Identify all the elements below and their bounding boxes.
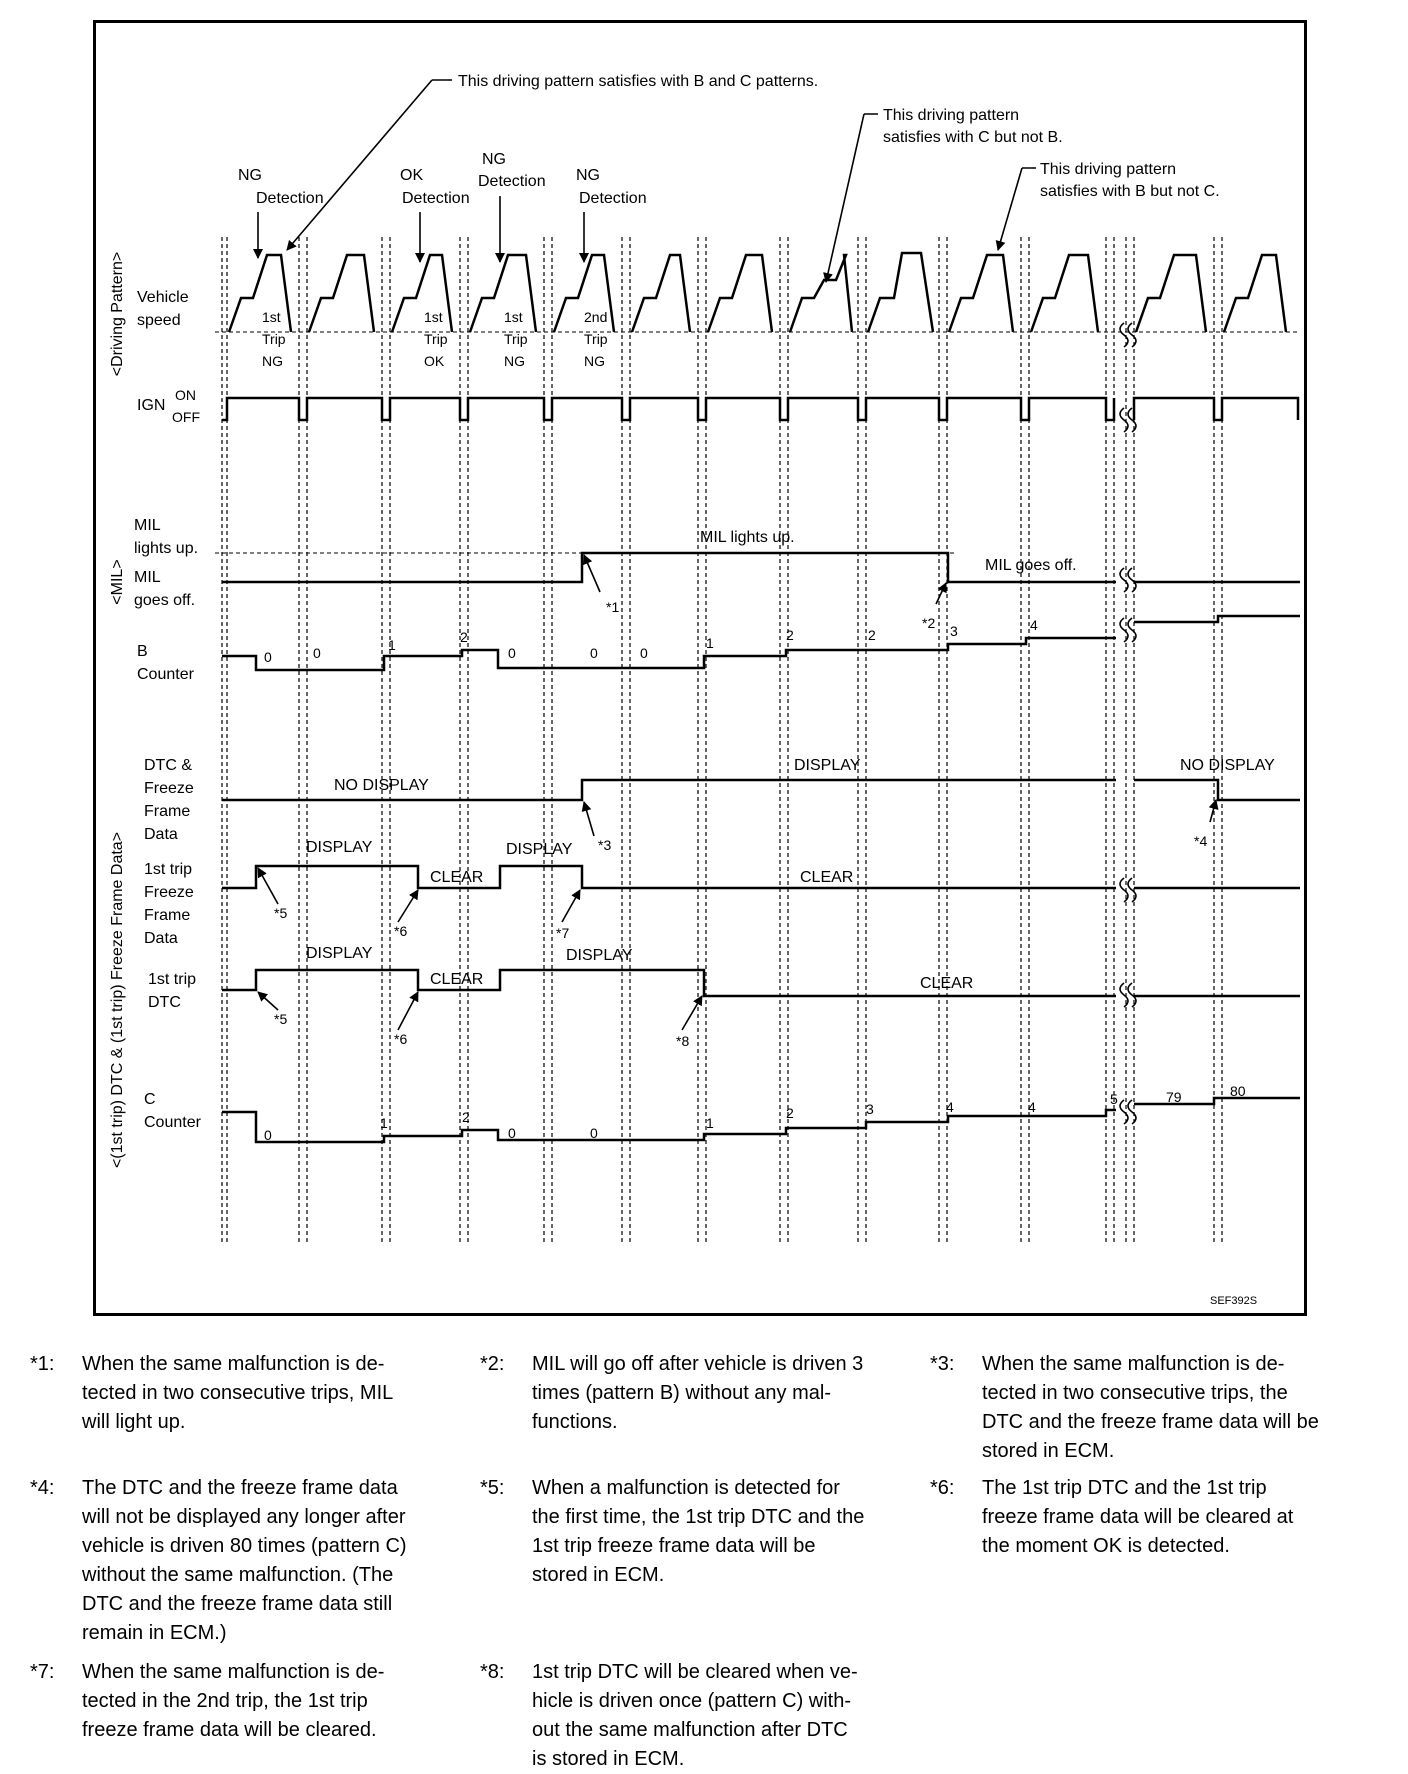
row-c-counter: C: [144, 1091, 156, 1108]
footnote-key: *6:: [930, 1477, 955, 1499]
trip-label: OK: [424, 353, 445, 369]
footnote-key: *4:: [30, 1477, 55, 1499]
label-ffd-clear-2: CLEAR: [800, 869, 854, 886]
row-mil-goes-off: goes off.: [134, 592, 196, 609]
b-counter-value: 0: [264, 649, 272, 665]
c-counter-value: 2: [462, 1109, 470, 1125]
detection-label: Detection: [579, 190, 647, 207]
c-counter-value: 79: [1166, 1089, 1182, 1105]
b-counter-value: 1: [706, 635, 714, 651]
row-mil-lights-up: lights up.: [134, 540, 199, 557]
mark-label: *7: [556, 925, 570, 941]
vehicle-speed-trip: [949, 255, 1013, 332]
c-counter-value: 0: [508, 1125, 516, 1141]
detection-label: Detection: [256, 190, 324, 207]
callout-c-not-b: This driving pattern: [883, 107, 1020, 124]
row-vehicle-speed: Vehicle: [137, 289, 189, 306]
b-counter-value: 0: [313, 645, 321, 661]
first-dtc-waveform: [222, 970, 1116, 996]
c-counter-value: 4: [1028, 1099, 1036, 1115]
b-counter-value: 0: [508, 645, 516, 661]
footnote-line: the first time, the 1st trip DTC and the: [532, 1506, 865, 1528]
label-ffd-display: DISPLAY: [306, 839, 373, 856]
row-dtc-ffd: Freeze: [144, 780, 194, 797]
footnote-line: When the same malfunction is de-: [82, 1661, 385, 1683]
callout-b-not-c-arrow: [998, 168, 1022, 250]
row-first-trip-ffd: 1st trip: [144, 861, 193, 878]
b-counter-value: 2: [786, 627, 794, 643]
detection-label: NG: [576, 167, 600, 184]
label-dtc-clear: CLEAR: [430, 971, 484, 988]
footnote-text: [982, 1350, 1382, 1466]
ign-waveform: [222, 398, 1114, 420]
label-mil-lights-up: MIL lights up.: [700, 529, 795, 546]
vehicle-speed-trip: [632, 255, 690, 332]
mark-arrow: [1210, 800, 1216, 822]
row-mil-goes-off: MIL: [134, 569, 161, 586]
callout-c-not-b: satisfies with C but not B.: [883, 129, 1063, 146]
footnote-key: *8:: [480, 1661, 505, 1683]
label-ffd-display-2: DISPLAY: [506, 841, 573, 858]
row-b-counter: Counter: [137, 666, 194, 683]
footnote-line: tected in two consecutive trips, the: [982, 1382, 1288, 1404]
mark-arrow: [936, 583, 946, 604]
callout-bc: This driving pattern satisfies with B and C patterns.: [458, 73, 819, 90]
trip-label: 1st: [262, 309, 281, 325]
label-no-display: NO DISPLAY: [334, 777, 429, 794]
vehicle-speed-trip: [309, 255, 374, 332]
footnote-line: DTC and the freeze frame data still: [82, 1593, 393, 1615]
footnote-line: 1st trip DTC will be cleared when ve-: [532, 1661, 858, 1683]
label-display: DISPLAY: [794, 757, 861, 774]
mark-label: *2: [922, 615, 936, 631]
trip-boundary-lines: [215, 237, 1300, 1242]
trip-label: NG: [262, 353, 283, 369]
footnote-line: will light up.: [82, 1411, 186, 1433]
mark-label: *6: [394, 1031, 408, 1047]
b-counter-waveform-2: [1134, 616, 1300, 622]
footnote-line: The 1st trip DTC and the 1st trip: [982, 1477, 1267, 1499]
mark-arrow: [398, 890, 418, 922]
c-counter-value: 1: [706, 1115, 714, 1131]
trip-label: NG: [584, 353, 605, 369]
row-first-trip-dtc: DTC: [148, 994, 181, 1011]
c-counter-value: 0: [590, 1125, 598, 1141]
mark-arrow: [398, 992, 418, 1030]
label-mil-goes-off: MIL goes off.: [985, 557, 1077, 574]
footnote-text: [532, 1350, 932, 1437]
c-counter-value: 4: [946, 1099, 954, 1115]
footnote-line: DTC and the freeze frame data will be: [982, 1411, 1319, 1433]
trip-label: Trip: [424, 331, 448, 347]
vehicle-speed-trip: [1031, 255, 1098, 332]
c-counter-value: 80: [1230, 1083, 1246, 1099]
footnote-line: 1st trip freeze frame data will be: [532, 1535, 816, 1557]
detection-label: Detection: [402, 190, 470, 207]
group-dtc: <(1st trip) DTC & (1st trip) Freeze Frame Data>: [109, 831, 126, 1169]
row-dtc-ffd: DTC &: [144, 757, 192, 774]
vehicle-speed-trip: [868, 253, 933, 332]
b-counter-value: 2: [460, 629, 468, 645]
footnote-text: [982, 1474, 1382, 1561]
row-b-counter: B: [137, 643, 148, 660]
b-counter-value: 0: [590, 645, 598, 661]
dtc-ffd-waveform-2: [1134, 780, 1300, 800]
figure-code: SEF392S: [1210, 1295, 1258, 1307]
footnote-line: the moment OK is detected.: [982, 1535, 1230, 1557]
footnote-line: The DTC and the freeze frame data: [82, 1477, 398, 1499]
mark-arrow: [258, 992, 278, 1010]
label-ffd-clear: CLEAR: [430, 869, 484, 886]
group-mil: <MIL>: [109, 559, 126, 605]
footnote-text: [532, 1658, 932, 1774]
row-first-trip-ffd: Freeze: [144, 884, 194, 901]
footnote-line: times (pattern B) without any mal-: [532, 1382, 831, 1404]
mark-label: *3: [598, 837, 612, 853]
vehicle-speed-trip: [708, 255, 772, 332]
c-counter-value: 3: [866, 1101, 874, 1117]
footnote-key: *7:: [30, 1661, 55, 1683]
trip-label: 1st: [424, 309, 443, 325]
mark-label: *5: [274, 905, 288, 921]
callout-b-not-c: satisfies with B but not C.: [1040, 183, 1220, 200]
mark-arrow: [682, 996, 702, 1030]
b-counter-value: 2: [868, 627, 876, 643]
c-counter-value: 1: [380, 1115, 388, 1131]
b-counter-value: 0: [640, 645, 648, 661]
label-dtc-display: DISPLAY: [306, 945, 373, 962]
footnote-key: *3:: [930, 1353, 955, 1375]
row-dtc-ffd: Frame: [144, 803, 191, 820]
label-dtc-display-2: DISPLAY: [566, 947, 633, 964]
row-c-counter: Counter: [144, 1114, 201, 1131]
footnote-key: *2:: [480, 1353, 505, 1375]
detection-label: NG: [238, 167, 262, 184]
trip-label: Trip: [262, 331, 286, 347]
mark-arrow: [584, 555, 600, 592]
label-dtc-clear-2: CLEAR: [920, 975, 974, 992]
row-dtc-ffd: Data: [144, 826, 178, 843]
mark-label: *1: [606, 599, 620, 615]
b-counter-value: 3: [950, 623, 958, 639]
trip-label: NG: [504, 353, 525, 369]
group-driving-pattern: <Driving Pattern>: [109, 251, 126, 377]
footnote-line: functions.: [532, 1411, 618, 1433]
vehicle-speed-trip: [392, 255, 452, 332]
footnote-line: MIL will go off after vehicle is driven 3: [532, 1353, 864, 1375]
callout-bc-arrow: [287, 80, 432, 250]
trip-label: Trip: [504, 331, 528, 347]
footnote-key: *1:: [30, 1353, 55, 1375]
mark-label: *8: [676, 1033, 690, 1049]
row-mil-lights-up: MIL: [134, 517, 161, 534]
footnote-text: [82, 1350, 482, 1437]
c-counter-value: 0: [264, 1127, 272, 1143]
footnote-line: tected in two consecutive trips, MIL: [82, 1382, 394, 1404]
footnote-line: without the same malfunction. (The: [82, 1564, 394, 1586]
row-first-trip-ffd: Data: [144, 930, 178, 947]
mark-arrow: [562, 890, 580, 922]
row-ign: IGN: [137, 397, 166, 414]
footnote-text: [532, 1474, 932, 1590]
row-first-trip-ffd: Frame: [144, 907, 191, 924]
row-ign-off: OFF: [172, 409, 200, 425]
diagram-labels: [109, 73, 1275, 1307]
footnote-line: freeze frame data will be cleared at: [982, 1506, 1294, 1528]
row-first-trip-dtc: 1st trip: [148, 971, 197, 988]
first-ffd-waveform: [222, 866, 1116, 888]
trip-label: 1st: [504, 309, 523, 325]
mark-arrow: [258, 868, 278, 904]
trip-label: Trip: [584, 331, 608, 347]
vehicle-speed-trip: [1136, 255, 1206, 332]
footnote-text: [82, 1474, 482, 1648]
footnote-line: When the same malfunction is de-: [982, 1353, 1285, 1375]
detection-label: OK: [400, 167, 424, 184]
footnote-line: freeze frame data will be cleared.: [82, 1719, 377, 1741]
detection-label: NG: [482, 151, 506, 168]
row-ign-on: ON: [175, 387, 196, 403]
detection-label: Detection: [478, 173, 546, 190]
c-counter-value: 2: [786, 1105, 794, 1121]
vehicle-speed-trip: [229, 255, 291, 332]
vehicle-speed-trip: [1224, 255, 1286, 332]
footnote-line: tected in the 2nd trip, the 1st trip: [82, 1690, 368, 1712]
callout-b-not-c: This driving pattern: [1040, 161, 1177, 178]
footnote-line: When the same malfunction is de-: [82, 1353, 385, 1375]
mark-label: *6: [394, 923, 408, 939]
c-counter-waveform-2: [1134, 1098, 1300, 1104]
footnote-line: out the same malfunction after DTC: [532, 1719, 848, 1741]
signal-waveforms: [222, 253, 1300, 1142]
row-vehicle-speed: speed: [137, 312, 181, 329]
trip-label: 2nd: [584, 309, 608, 325]
mil-waveform: [222, 553, 1116, 582]
footnote-line: vehicle is driven 80 times (pattern C): [82, 1535, 407, 1557]
b-counter-waveform: [222, 638, 1116, 670]
footnote-text: [82, 1658, 482, 1745]
footnote-key: *5:: [480, 1477, 505, 1499]
vehicle-speed-trip: [790, 255, 852, 332]
mark-label: *5: [274, 1011, 288, 1027]
footnote-line: stored in ECM.: [982, 1440, 1115, 1462]
b-counter-value: 4: [1030, 617, 1038, 633]
footnote-line: When a malfunction is detected for: [532, 1477, 840, 1499]
ign-waveform-2: [1134, 398, 1298, 420]
footnote-line: remain in ECM.): [82, 1622, 227, 1644]
vehicle-speed-trip: [470, 255, 536, 332]
mark-arrow: [584, 802, 594, 836]
c-counter-value: 5: [1110, 1091, 1118, 1107]
c-counter-waveform: [222, 1110, 1116, 1142]
footnote-line: is stored in ECM.: [532, 1748, 685, 1770]
mark-label: *4: [1194, 833, 1208, 849]
footnote-line: will not be displayed any longer after: [82, 1506, 406, 1528]
b-counter-value: 1: [388, 637, 396, 653]
footnote-line: stored in ECM.: [532, 1564, 665, 1586]
label-no-display-2: NO DISPLAY: [1180, 757, 1275, 774]
footnote-line: hicle is driven once (pattern C) with-: [532, 1690, 852, 1712]
